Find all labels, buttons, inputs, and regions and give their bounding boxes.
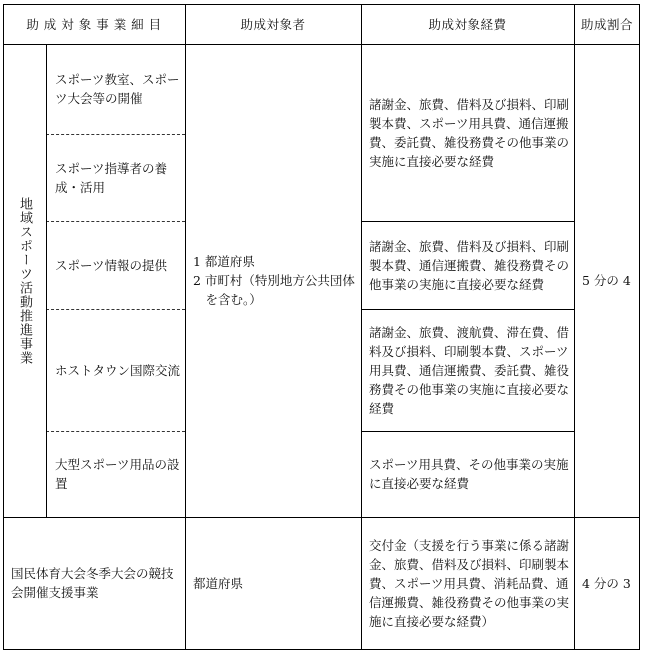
- group2-target: 都道府県: [193, 575, 244, 591]
- group2-ratio: 4 分の 3: [582, 575, 631, 591]
- header-ratio: 助成割合: [580, 17, 633, 32]
- group1-ratio: 5 分の 4: [582, 273, 631, 288]
- group1-expenses-d: スポーツ用具費、その他事業の実施 に直接必要な経費: [369, 457, 569, 491]
- item-sports-instructors: スポーツ指導者の養 成・活用: [55, 160, 168, 195]
- header-target: 助成対象者: [240, 17, 306, 32]
- group2-expenses: 交付金（支援を行う事業に係る諸謝 金、旅費、借料及び損料、印刷製本 費、スポーツ用具費、消耗品費、通 信運搬費、雑役務費その他事業の実 施に直接必要な経費）: [369, 537, 570, 629]
- table-border-right: [639, 4, 640, 649]
- table-border-bottom: [3, 649, 640, 650]
- group1-expenses-c: 諸謝金、旅費、渡航費、滞在費、借 料及び損料、印刷製本費、スポーツ 用具費、通信運搬費、委託費、雑役 務費その他事業の実施に直接必要な 経費: [369, 324, 570, 416]
- header-expenses: 助成対象経費: [428, 17, 507, 32]
- group-label-regional-sports: 地域スポーツ活動推進事業: [17, 196, 32, 365]
- header-category: 助 成 対 象 事 業 細 目: [26, 17, 162, 32]
- item-sports-info: スポーツ情報の提供: [55, 257, 168, 273]
- group2-name: 国民体育大会冬季大会の競技 会開催支援事業: [11, 566, 174, 600]
- column-divider: [574, 4, 575, 649]
- group1-expenses-b: 諸謝金、旅費、借料及び損料、印刷 製本費、通信運搬費、雑役務費その 他事業の実施に直接必要な経費: [369, 238, 570, 292]
- column-divider: [185, 4, 186, 649]
- column-divider: [361, 4, 362, 649]
- group-label-divider: [46, 44, 47, 517]
- item-sports-events: スポーツ教室、スポー ツ大会等の開催: [55, 72, 180, 106]
- subsidy-table: [3, 4, 640, 650]
- group1-target: 1 都道府県 2 市町村（特別地方公共団体 を含む。）: [193, 254, 355, 307]
- group1-expenses-a: 諸謝金、旅費、借料及び損料、印刷 製本費、スポーツ用具費、通信運搬 費、委託費、雑役務費その他事業の 実施に直接必要な経費: [369, 96, 570, 169]
- item-host-town-exchange: ホストタウン国際交流: [55, 362, 181, 378]
- item-large-equipment: 大型スポーツ用品の設 置: [55, 457, 180, 491]
